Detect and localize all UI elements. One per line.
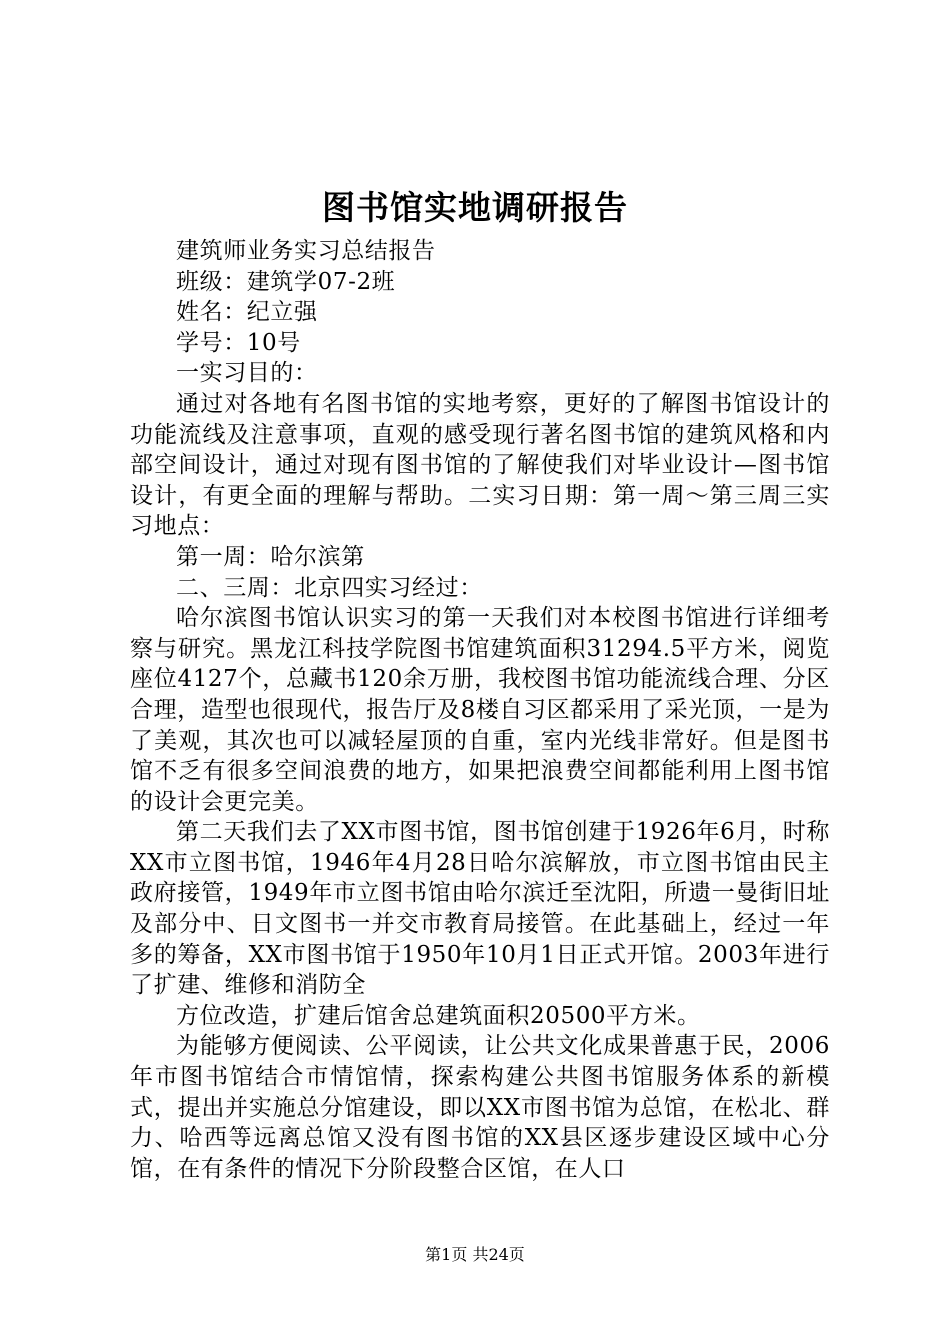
paragraph-purpose: 通过对各地有名图书馆的实地考察，更好的了解图书馆设计的功能流线及注意事项，直观的感受现行著名图书馆的建筑风格和内部空间设计，通过对现有图书馆的了解使我们对毕业设计—图书馆设计，有更全面的理解与帮助。二实习日期：第一周～第三周三实习地点： (130, 390, 830, 540)
paragraph-city-library: 第二天我们去了XX市图书馆，图书馆创建于1926年6月，时称XX市立图书馆，1946年4月28日哈尔滨解放，市立图书馆由民主政府接管，1949年市立图书馆由哈尔滨迁至沈阳，所遗一曼街旧址及部分中、日文图书一并交市教育局接管。在此基础上，经过一年多的筹备，XX市图书馆于1950年10月1日正式开馆。2003年进行了扩建、维修和消防全 (130, 819, 830, 999)
document-body (130, 236, 830, 1184)
paragraph-harbin-library: 哈尔滨图书馆认识实习的第一天我们对本校图书馆进行详细考察与研究。黑龙江科技学院图书馆建筑面积31294.5平方米，阅览座位4127个，总藏书120余万册，我校图书馆功能流线合理、分区合理，造型也很现代，报告厅及8楼自习区都采用了采光顶，一是为了美观，其次也可以减轻屋顶的自重，室内光线非常好。但是图书馆不乏有很多空间浪费的地方，如果把浪费空间都能利用上图书馆的设计会更完美。 (130, 605, 830, 815)
paragraph-name: 姓名：纪立强 (176, 299, 318, 326)
paragraph-week-one: 第一周：哈尔滨第 (176, 543, 365, 570)
paragraph-renovation: 方位改造，扩建后馆舍总建筑面积20500平方米。 (176, 1002, 701, 1029)
paragraph-report-subtitle: 建筑师业务实习总结报告 (176, 238, 436, 264)
paragraph-week-two-three: 二、三周：北京四实习经过： (176, 574, 483, 601)
paragraph-class: 班级：建筑学07-2班 (176, 268, 396, 295)
paragraph-purpose-heading: 一实习目的： (176, 360, 318, 387)
paragraph-student-id: 学号：10号 (176, 329, 301, 356)
paragraph-public-service: 为能够方便阅读、公平阅读，让公共文化成果普惠于民，2006年市图书馆结合市情馆情，探索构建公共图书馆服务体系的新模式，提出并实施总分馆建设，即以XX市图书馆为总馆，在松北、群力、哈西等远离总馆又没有图书馆的XX县区逐步建设区域中心分馆，在有条件的情况下分阶段整合区馆，在人口 (130, 1033, 830, 1182)
page-footer: 第1页 共24页 (425, 1245, 525, 1264)
document-title: 图书馆实地调研报告 (322, 188, 628, 227)
